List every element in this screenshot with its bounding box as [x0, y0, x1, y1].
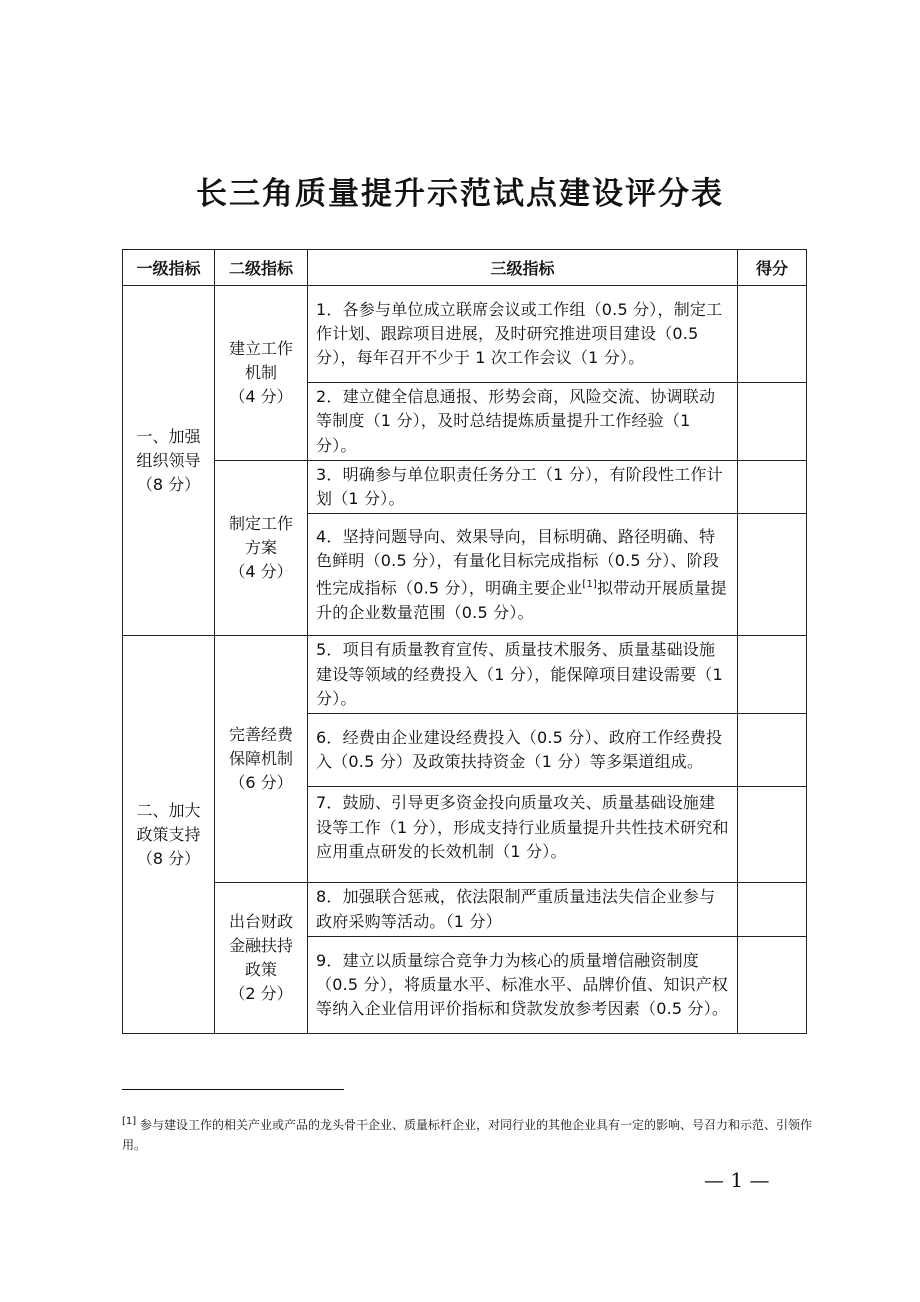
level3-item: 7．鼓励、引导更多资金投向质量攻关、质量基础设施建设等工作（1 分），形成支持行业质量提升共性技术研究和应用重点研发的长效机制（1 分）。	[308, 787, 738, 883]
table-header-row	[123, 250, 807, 286]
level2-cell: 出台财政 金融扶持 政策 （2 分）	[215, 883, 308, 1034]
level2-cell: 完善经费 保障机制 （6 分）	[215, 636, 308, 883]
table-row	[123, 286, 807, 383]
table-row	[123, 883, 807, 937]
score-cell[interactable]	[738, 460, 807, 514]
footnote-text: 参与建设工作的相关产业或产品的龙头骨干企业、质量标杆企业，对同行业的其他企业具有一定的影响、号召力和示范、引领作用。	[122, 1118, 813, 1152]
page-title: 长三角质量提升示范试点建设评分表	[196, 176, 724, 212]
table-row	[123, 460, 807, 514]
score-cell[interactable]	[738, 883, 807, 937]
header-score: 得分	[738, 250, 807, 286]
level2-cell: 制定工作 方案 （4 分）	[215, 460, 308, 636]
level2-cell: 建立工作 机制 （4 分）	[215, 286, 308, 461]
header-level2: 二级指标	[215, 250, 308, 286]
level3-item: 8．加强联合惩戒，依法限制严重质量违法失信企业参与政府采购等活动。（1 分）	[308, 883, 738, 937]
footnote	[122, 1112, 812, 1155]
score-table	[122, 249, 807, 1034]
header-level1: 一级指标	[123, 250, 215, 286]
level3-item: 1．各参与单位成立联席会议或工作组（0.5 分），制定工作计划、跟踪项目进展，及时研究推进项目建设（0.5 分），每年召开不少于 1 次工作会议（1 分）。	[308, 286, 738, 383]
footnote-mark: [1]	[122, 1116, 137, 1127]
score-cell[interactable]	[738, 787, 807, 883]
page-number: — 1 —	[704, 1168, 770, 1192]
footnote-divider	[122, 1089, 344, 1090]
header-level3: 三级指标	[308, 250, 738, 286]
score-cell[interactable]	[738, 383, 807, 461]
score-cell[interactable]	[738, 636, 807, 714]
footnote-ref[interactable]: [1]	[582, 579, 598, 591]
level3-item: 2．建立健全信息通报、形势会商，风险交流、协调联动等制度（1 分），及时总结提炼质量提升工作经验（1 分）。	[308, 383, 738, 461]
score-cell[interactable]	[738, 936, 807, 1033]
score-cell[interactable]	[738, 514, 807, 636]
level1-cell: 一、加强 组织领导 （8 分）	[123, 286, 215, 636]
level3-item: 4．坚持问题导向、效果导向，目标明确、路径明确、特色鲜明（0.5 分），有量化目标完成指标（0.5 分）、阶段性完成指标（0.5 分），明确主要企业[1]拟带动开展质量提升的企业数量范围（0.5 分）。	[308, 514, 738, 636]
level3-item: 3．明确参与单位职责任务分工（1 分），有阶段性工作计划（1 分）。	[308, 460, 738, 514]
level3-item: 5．项目有质量教育宣传、质量技术服务、质量基础设施建设等领域的经费投入（1 分），能保障项目建设需要（1 分）。	[308, 636, 738, 714]
table-row	[123, 636, 807, 714]
score-cell[interactable]	[738, 714, 807, 787]
level1-cell: 二、加大 政策支持 （8 分）	[123, 636, 215, 1033]
level3-item: 6．经费由企业建设经费投入（0.5 分）、政府工作经费投入（0.5 分）及政策扶持资金（1 分）等多渠道组成。	[308, 714, 738, 787]
level3-item: 9．建立以质量综合竞争力为核心的质量增信融资制度（0.5 分），将质量水平、标准水平、品牌价值、知识产权等纳入企业信用评价指标和贷款发放参考因素（0.5 分）。	[308, 936, 738, 1033]
score-cell[interactable]	[738, 286, 807, 383]
